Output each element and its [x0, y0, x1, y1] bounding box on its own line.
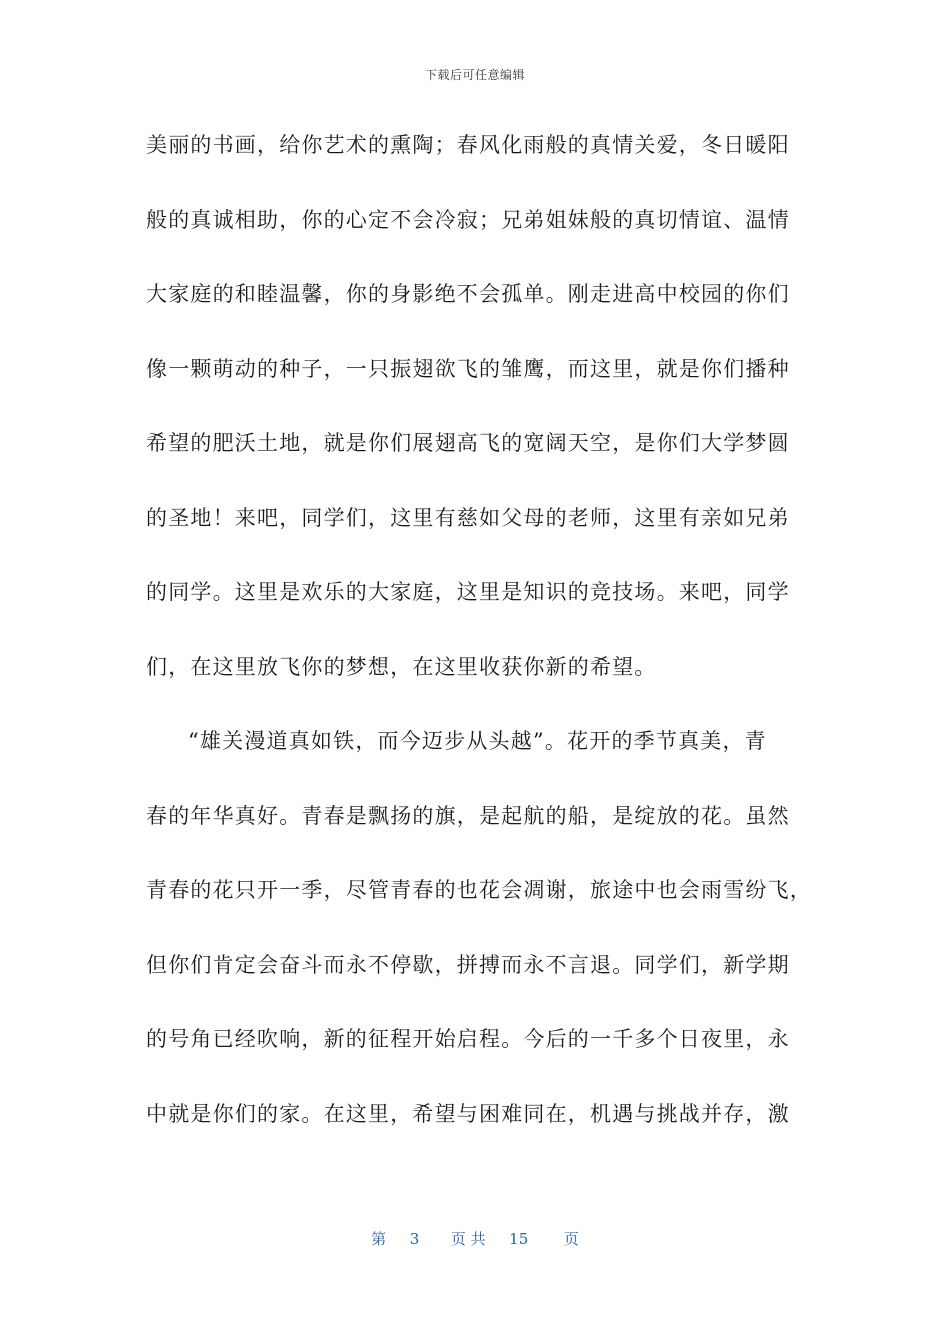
current-page-number: 3: [409, 1230, 420, 1248]
footer-suffix: 页: [563, 1230, 579, 1248]
text-line: 大家庭的和睦温馨，你的身影绝不会孤单。刚走进高中校园的你们: [146, 282, 790, 306]
text-line: 们，在这里放飞你的梦想，在这里收获你新的希望。: [146, 654, 657, 679]
text-line: 中就是你们的家。在这里，希望与困难同在，机遇与挑战并存，激: [146, 1101, 790, 1126]
text-line: 但你们肯定会奋斗而永不停歇，拼搏而永不言退。同学们，新学期: [146, 952, 790, 977]
footer-middle: 页 共: [450, 1230, 486, 1248]
footer-prefix: 第: [371, 1230, 387, 1248]
text-line: 青春的花只开一季，尽管青春的也花会凋谢，旅途中也会雨雪纷飞，: [146, 878, 812, 902]
text-line: 希望的肥沃土地，就是你们展翅高飞的宽阔天空，是你们大学梦圆: [146, 431, 790, 455]
paragraph-start-line: “雄关漫道真如铁，而今迈步从头越”。花开的季节真美，青: [188, 729, 767, 753]
text-line: 像一颗萌动的种子，一只振翅欲飞的雏鹰，而这里，就是你们播种: [146, 356, 790, 381]
text-line: 的同学。这里是欢乐的大家庭，这里是知识的竞技场。来吧，同学: [146, 580, 790, 604]
text-line: 般的真诚相助，你的心定不会冷寂；兄弟姐妹般的真切情谊、温情: [146, 207, 790, 232]
text-line: 美丽的书画，给你艺术的熏陶；春风化雨般的真情关爱，冬日暖阳: [146, 133, 790, 157]
document-body: [146, 123, 812, 1166]
text-line: 的圣地！来吧，同学们，这里有慈如父母的老师，这里有亲如兄弟: [146, 505, 790, 530]
total-pages-number: 15: [509, 1230, 529, 1248]
page-header-note: 下载后可任意编辑: [424, 68, 525, 82]
page-number-footer: [0, 1228, 950, 1249]
text-line: 春的年华真好。青春是飘扬的旗，是起航的船，是绽放的花。虽然: [146, 803, 790, 828]
text-line: 的号角已经吹响，新的征程开始启程。今后的一千多个日夜里，永: [146, 1027, 790, 1051]
